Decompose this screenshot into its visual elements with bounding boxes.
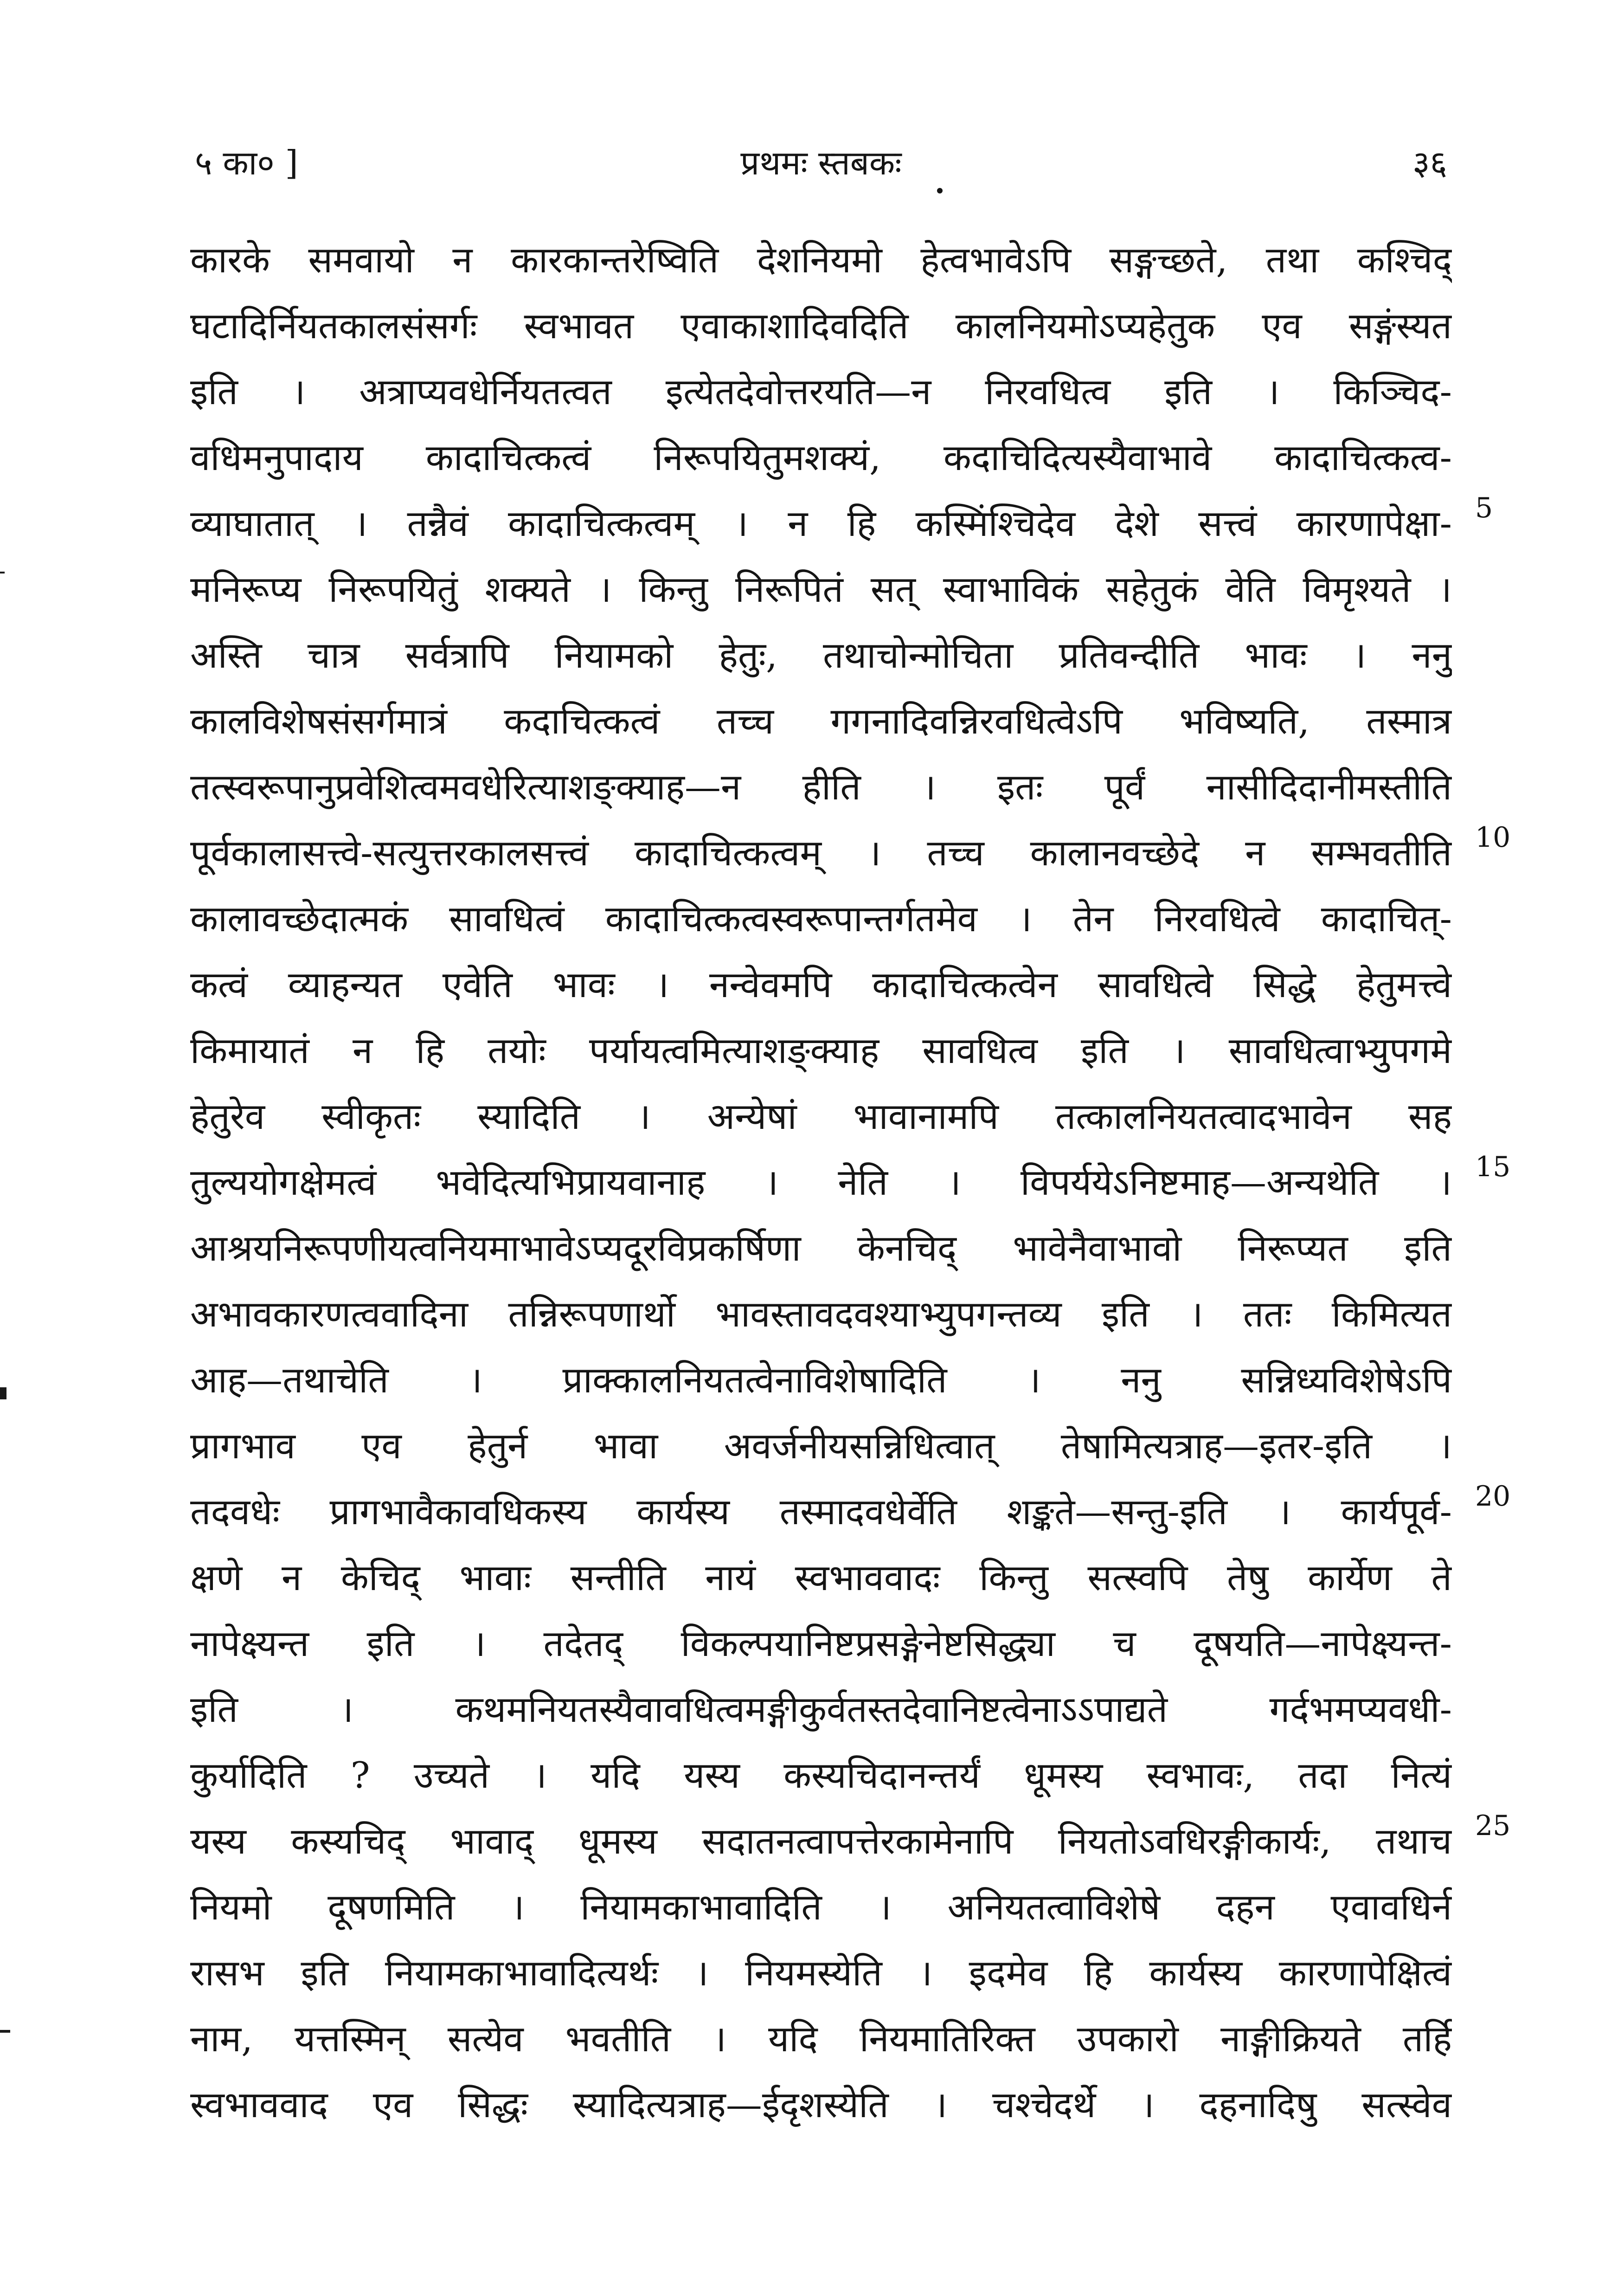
running-title: प्रथमः स्तबकः: [740, 143, 902, 182]
text-line: व्याघातात् । तन्नैवं कादाचित्कत्वम् । न हि कस्मिंश्चिदेव देशे सत्त्वं कारणापेक्षा-: [190, 503, 1452, 545]
text-line: नियमो दूषणमिति । नियामकाभावादिति । अनियतत्वाविशेषे दहन एवावधिर्न: [190, 1887, 1452, 1928]
text-line: यस्य कस्यचिद् भावाद् धूमस्य सदातनत्वापत्तेरकामेनापि नियतोऽवधिरङ्गीकार्यः, तथाच: [190, 1821, 1452, 1862]
text-line: इति । अत्राप्यवधेर्नियतत्वत इत्येतदेवोत्तरयति—न निरवधित्व इति । किञ्चिद-: [190, 371, 1452, 413]
section-label: ५ का० ]: [195, 143, 298, 182]
text-line: रासभ इति नियामकाभावादित्यर्थः । नियमस्येति । इदमेव हि कार्यस्य कारणापेक्षित्वं: [190, 1952, 1452, 1994]
commentary-text: [190, 227, 1452, 2138]
text-line: स्वभाववाद एव सिद्धः स्यादित्यत्राह—ईदृशस्येति । चश्चेदर्थे । दहनादिषु सत्स्वेव: [190, 2084, 1452, 2126]
text-line: क्षणे न केचिद् भावाः सन्तीति नायं स्वभाववादः किन्तु सत्स्वपि तेषु कार्येण ते: [190, 1557, 1452, 1599]
scan-mark: [0, 1387, 6, 1399]
text-line: अभावकारणत्ववादिना तन्निरूपणार्थो भावस्तावदवश्याभ्युपगन्तव्य इति । ततः किमित्यत: [190, 1294, 1452, 1335]
text-line: इति । कथमनियतस्यैवावधित्वमङ्गीकुर्वतस्तदेवानिष्टत्वेनाऽऽपाद्यते गर्दभमप्यवधी-: [190, 1689, 1452, 1731]
text-line: आश्रयनिरूपणीयत्वनियमाभावेऽप्यदूरविप्रकर्षिणा केनचिद् भावेनैवाभावो निरूप्यत इति: [190, 1228, 1452, 1269]
text-line: हेतुरेव स्वीकृतः स्यादिति । अन्येषां भावानामपि तत्कालनियतत्वादभावेन सह: [190, 1096, 1452, 1138]
text-line: मनिरूप्य निरूपयितुं शक्यते । किन्तु निरूपितं सत् स्वाभाविकं सहेतुकं वेति विमृश्यते ।: [190, 569, 1452, 611]
text-line: प्रागभाव एव हेतुर्न भावा अवर्जनीयसन्निधित्वात् तेषामित्यत्राह—इतर-इति ।: [190, 1425, 1452, 1467]
text-line: किमायातं न हि तयोः पर्यायत्वमित्याशङ्क्याह सावधित्व इति । सावधित्वाभ्युपगमे: [190, 1030, 1452, 1072]
page-header: [195, 139, 1447, 195]
text-line: आह—तथाचेति । प्राक्कालनियतत्वेनाविशेषादिति । ननु सन्निध्यविशेषेऽपि: [190, 1359, 1452, 1401]
ink-dot: [937, 188, 943, 193]
text-line: कत्वं व्याहन्यत एवेति भावः । नन्वेवमपि कादाचित्कत्वेन सावधित्वे सिद्धे हेतुमत्त्वे: [190, 964, 1452, 1006]
text-line: तदवधेः प्रागभावैकावधिकस्य कार्यस्य तस्मादवधेर्वेति शङ्कते—सन्तु-इति । कार्यपूर्व-: [190, 1491, 1452, 1533]
text-line: घटादिर्नियतकालसंसर्गः स्वभावत एवाकाशादिवदिति कालनियमोऽप्यहेतुक एव सङ्गंस्यत: [190, 305, 1452, 347]
text-line: कुर्यादिति ? उच्यते । यदि यस्य कस्यचिदानन्तर्यं धूमस्य स्वभावः, तदा नित्यं: [190, 1755, 1452, 1797]
text-line: कालविशेषसंसर्गमात्रं कदाचित्कत्वं तच्च गगनादिवन्निरवधित्वेऽपि भविष्यति, तस्मात्र: [190, 701, 1452, 742]
line-number-25: 25: [1475, 1810, 1511, 1842]
text-line: वधिमनुपादाय कादाचित्कत्वं निरूपयितुमशक्यं, कदाचिदित्यस्यैवाभावे कादाचित्कत्व-: [190, 437, 1452, 479]
text-line: तुल्ययोगक्षेमत्वं भवेदित्यभिप्रायवानाह । नेति । विपर्ययेऽनिष्टमाह—अन्यथेति ।: [190, 1162, 1452, 1204]
line-number-5: 5: [1475, 492, 1493, 524]
text-line: नापेक्ष्यन्त इति । तदेतद् विकल्पयानिष्टप्रसङ्गेनेष्टसिद्ध्या च दूषयति—नापेक्ष्यन्त-: [190, 1623, 1452, 1665]
scan-mark: [0, 2030, 10, 2033]
text-line: कारके समवायो न कारकान्तरेष्विति देशनियमो हेत्वभावेऽपि सङ्गच्छते, तथा कश्चिद्: [190, 239, 1452, 281]
page-number: ३६: [1412, 143, 1447, 182]
text-line: पूर्वकालासत्त्वे-सत्युत्तरकालसत्त्वं कादाचित्कत्वम् । तच्च कालानवच्छेदे न सम्भवतीति: [190, 832, 1452, 874]
scan-mark: [0, 572, 5, 573]
line-number-20: 20: [1475, 1480, 1511, 1513]
text-line: नाम, यत्तस्मिन् सत्येव भवतीति । यदि नियमातिरिक्त उपकारो नाङ्गीक्रियते तर्हि: [190, 2018, 1452, 2060]
text-line: तत्स्वरूपानुप्रवेशित्वमवधेरित्याशङ्क्याह—न हीति । इतः पूर्वं नासीदिदानीमस्तीति: [190, 766, 1452, 808]
text-line: कालावच्छेदात्मकं सावधित्वं कादाचित्कत्वस्वरूपान्तर्गतमेव । तेन निरवधित्वे कादाचित्-: [190, 898, 1452, 940]
line-number-15: 15: [1475, 1151, 1511, 1183]
line-number-10: 10: [1475, 821, 1511, 854]
text-line: अस्ति चात्र सर्वत्रापि नियामको हेतुः, तथाचोन्मोचिता प्रतिवन्दीति भावः । ननु: [190, 635, 1452, 676]
